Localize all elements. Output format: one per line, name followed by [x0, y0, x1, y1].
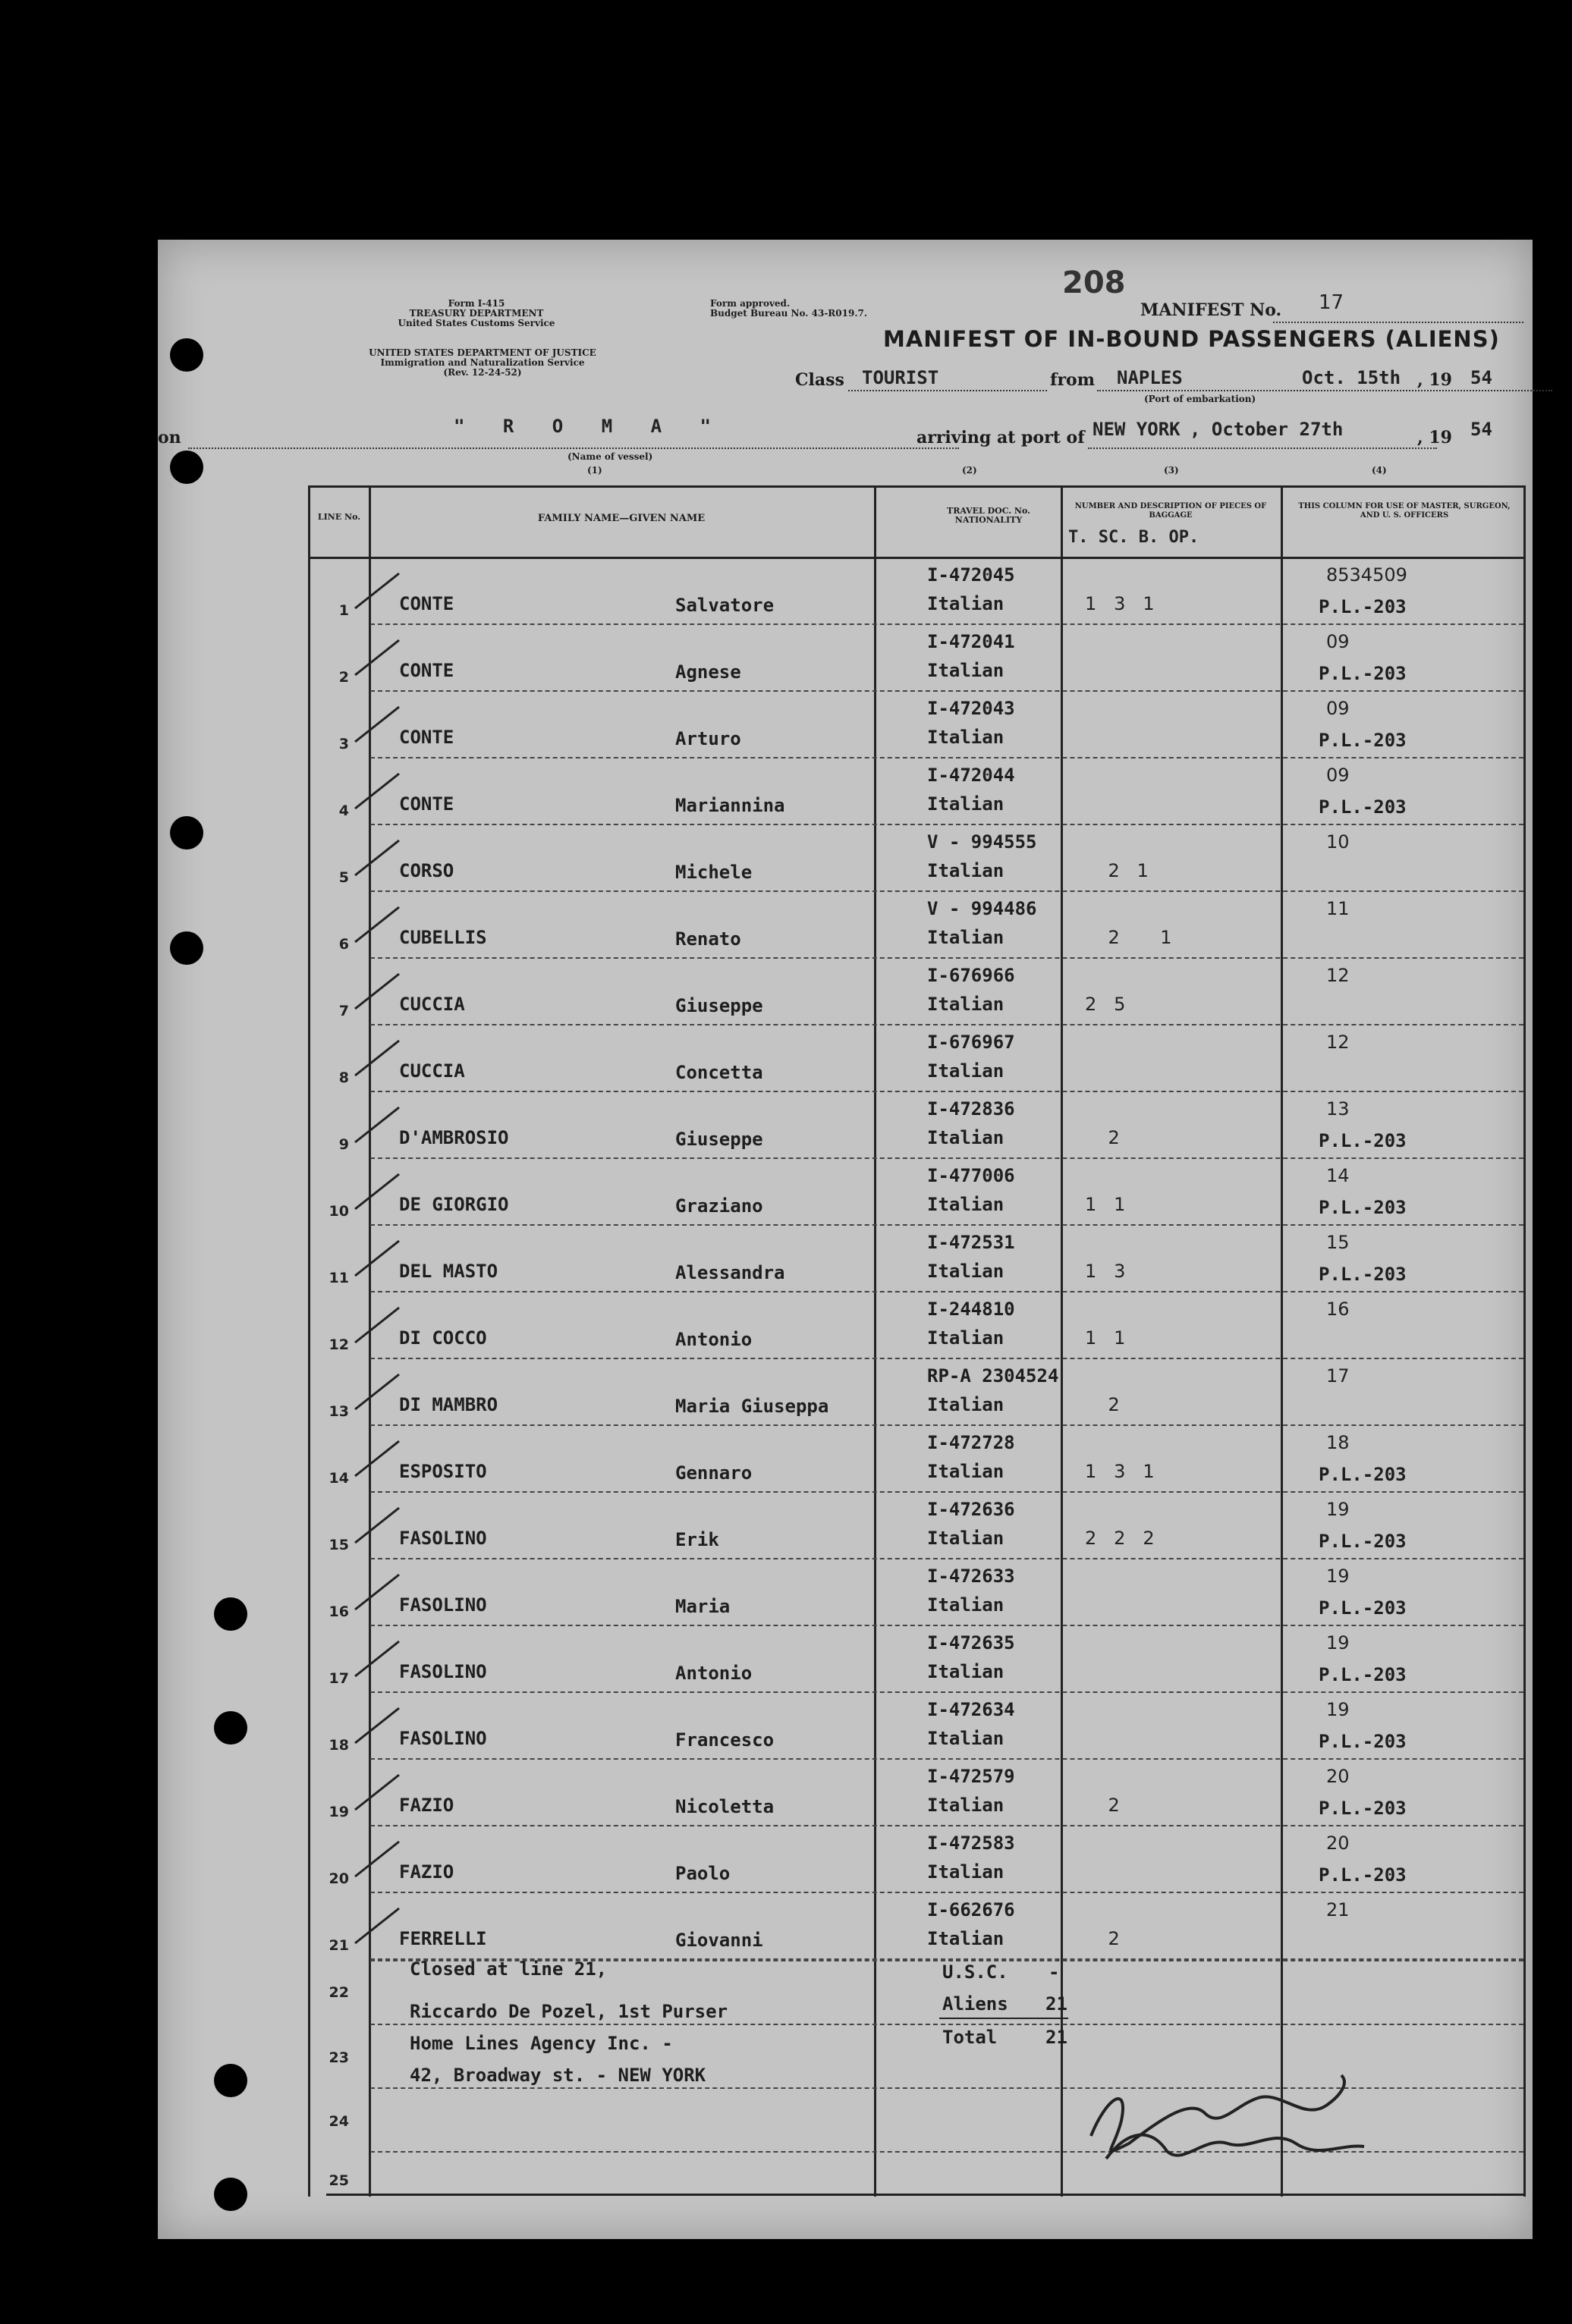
manifest-page [158, 240, 1533, 2239]
officer-code: 18 [1326, 1432, 1350, 1453]
officer-code: 09 [1326, 765, 1350, 786]
total-usc-label: U.S.C. [942, 1961, 1008, 1983]
total-rule [939, 2018, 1068, 2019]
given-name: Concetta [675, 1062, 763, 1083]
line-number: 10 [329, 1203, 349, 1220]
check-mark [351, 1236, 404, 1282]
officer-code: 13 [1326, 1098, 1350, 1120]
class-value: TOURIST [862, 367, 939, 388]
header-name: FAMILY NAME—GIVEN NAME [537, 513, 706, 524]
officer-code: 12 [1326, 965, 1350, 986]
row-divider [370, 690, 1523, 692]
table-header-border [308, 557, 1525, 559]
from-label: from [1050, 370, 1096, 390]
row-divider [370, 1024, 1523, 1025]
travel-doc: I-472043 [927, 698, 1015, 719]
header-baggage-sub: T. SC. B. OP. [1068, 528, 1199, 547]
line-number: 25 [329, 2172, 349, 2189]
given-name: Antonio [675, 1663, 753, 1684]
given-name: Graziano [675, 1195, 763, 1217]
closing-note: Closed at line 21, [410, 1958, 608, 1980]
stamp-number: 208 [1062, 265, 1126, 300]
family-name: CUBELLIS [399, 927, 487, 948]
agency-name: Home Lines Agency Inc. - [410, 2033, 673, 2054]
line-number: 23 [329, 2049, 349, 2066]
check-mark [351, 1303, 404, 1349]
line-number: 13 [329, 1403, 349, 1420]
approval-note: Form approved. Budget Bureau No. 43-R019.7. [710, 298, 868, 319]
family-name: CUCCIA [399, 1060, 465, 1082]
officer-code: 20 [1326, 1766, 1350, 1787]
given-name: Alessandra [675, 1262, 785, 1283]
travel-doc: I-472728 [927, 1432, 1015, 1453]
row-divider [370, 1224, 1523, 1226]
row-divider [370, 1291, 1523, 1292]
baggage-count: 2 [1085, 1928, 1120, 1949]
col-num-2: (2) [962, 465, 977, 476]
given-name: Erik [675, 1529, 719, 1550]
given-name: Arturo [675, 728, 741, 749]
travel-doc: I-676966 [927, 965, 1015, 986]
row-divider [370, 1424, 1523, 1426]
travel-doc: V - 994486 [927, 898, 1037, 919]
col-num-1: (1) [587, 465, 602, 476]
nationality: Italian [927, 1528, 1005, 1549]
bag-col-border [1281, 485, 1283, 2197]
officer-code: 09 [1326, 698, 1350, 719]
baggage-count: 2 [1085, 1394, 1120, 1415]
line-number: 1 [338, 602, 349, 619]
given-name: Giovanni [675, 1930, 763, 1951]
port-caption: (Port of embarkation) [1144, 394, 1256, 404]
line-number: 4 [338, 802, 349, 819]
check-mark [351, 1503, 404, 1549]
class-label: Class [795, 370, 844, 390]
baggage-count: 1 1 [1085, 1194, 1126, 1215]
table-top-border [308, 485, 1525, 488]
nationality: Italian [927, 593, 1005, 614]
travel-doc: RP-A 2304524 [927, 1365, 1059, 1387]
baggage-count: 2 2 2 [1085, 1528, 1155, 1549]
baggage-count: 1 3 [1085, 1261, 1126, 1282]
line-number: 11 [329, 1270, 349, 1286]
form-block: Form I-415 TREASURY DEPARTMENT United States Customs Service [398, 298, 555, 328]
baggage-count: 2 1 [1085, 860, 1149, 881]
line-number: 16 [329, 1603, 349, 1620]
punch-hole [214, 2064, 247, 2097]
travel-doc: I-472636 [927, 1499, 1015, 1520]
nationality: Italian [927, 1127, 1005, 1148]
total-aliens-label: Aliens [942, 1993, 1008, 2015]
officer-code: 20 [1326, 1833, 1350, 1854]
officer-code: 14 [1326, 1165, 1350, 1186]
total-all-value: 21 [1045, 2027, 1067, 2048]
family-name: DI COCCO [399, 1327, 487, 1349]
nationality: Italian [927, 1194, 1005, 1215]
travel-doc: I-472583 [927, 1833, 1015, 1854]
punch-hole [214, 2178, 247, 2211]
baggage-count: 2 [1085, 1795, 1120, 1816]
line-number: 7 [338, 1003, 349, 1019]
check-mark [351, 1437, 404, 1482]
manifest-no-value: 17 [1319, 291, 1344, 314]
row-divider [370, 757, 1523, 758]
col-num-4: (4) [1372, 465, 1387, 476]
line-number: 19 [329, 1804, 349, 1820]
check-mark [351, 569, 404, 614]
check-mark [351, 636, 404, 681]
check-mark [351, 969, 404, 1015]
arrival-date: , October 27th [1190, 419, 1344, 440]
given-name: Maria Giuseppa [675, 1396, 829, 1417]
nationality: Italian [927, 1327, 1005, 1349]
header-officers: THIS COLUMN FOR USE OF MASTER, SURGEON, AND U. S. OFFICERS [1298, 502, 1511, 520]
family-name: CUCCIA [399, 994, 465, 1015]
line-number: 9 [338, 1136, 349, 1153]
check-mark [351, 1170, 404, 1215]
travel-doc: I-477006 [927, 1165, 1015, 1186]
travel-doc: I-472045 [927, 564, 1015, 586]
year-prefix-2: , 19 [1417, 428, 1452, 448]
row-divider [370, 1825, 1523, 1826]
nationality: Italian [927, 1661, 1005, 1682]
officer-law: P.L.-203 [1319, 1464, 1407, 1485]
check-mark [351, 1103, 404, 1148]
family-name: ESPOSITO [399, 1461, 487, 1482]
travel-doc: I-472634 [927, 1699, 1015, 1720]
arrival-year: 54 [1470, 419, 1492, 440]
line-number: 18 [329, 1737, 349, 1754]
family-name: FERRELLI [399, 1928, 487, 1949]
year-prefix: , 19 [1417, 370, 1452, 390]
line-number: 15 [329, 1537, 349, 1553]
line-number: 3 [338, 736, 349, 752]
manifest-no-line [1273, 322, 1523, 323]
agency-address: 42, Broadway st. - NEW YORK [410, 2065, 706, 2086]
given-name: Renato [675, 928, 741, 950]
given-name: Paolo [675, 1863, 731, 1884]
travel-doc: I-472633 [927, 1566, 1015, 1587]
check-mark [351, 836, 404, 881]
embark-date: Oct. 15th [1302, 367, 1401, 388]
row-divider [370, 1625, 1523, 1626]
row-divider [370, 1091, 1523, 1092]
officer-law: P.L.-203 [1319, 1130, 1407, 1151]
officer-code: 12 [1326, 1032, 1350, 1053]
officer-code: 17 [1326, 1365, 1350, 1387]
given-name: Giuseppe [675, 1129, 763, 1150]
given-name: Maria [675, 1596, 731, 1617]
travel-doc: I-472836 [927, 1098, 1015, 1120]
from-value: NAPLES [1117, 367, 1183, 388]
given-name: Salvatore [675, 595, 775, 616]
family-name: FAZIO [399, 1861, 454, 1883]
check-mark [351, 1704, 404, 1749]
given-name: Nicoletta [675, 1796, 775, 1817]
officer-law: P.L.-203 [1319, 796, 1407, 818]
family-name: FASOLINO [399, 1528, 487, 1549]
nationality: Italian [927, 1861, 1005, 1883]
row-divider [370, 1491, 1523, 1493]
name-col-border [874, 485, 876, 2197]
punch-hole [214, 1597, 247, 1631]
family-name: CONTE [399, 593, 454, 614]
travel-doc: I-472044 [927, 765, 1015, 786]
officer-code: 10 [1326, 831, 1350, 853]
row-divider [370, 2024, 1523, 2025]
manifest-title: MANIFEST OF IN-BOUND PASSENGERS (ALIENS) [883, 326, 1500, 352]
travel-doc: I-472635 [927, 1632, 1015, 1653]
line-number: 22 [329, 1984, 349, 2001]
embark-year: 54 [1470, 367, 1492, 388]
class-underline [848, 390, 1047, 391]
travel-doc: I-472531 [927, 1232, 1015, 1253]
officer-code: 21 [1326, 1899, 1350, 1920]
total-usc-value: - [1049, 1961, 1060, 1983]
vessel-name: " R O M A " [454, 416, 725, 437]
nationality: Italian [927, 1261, 1005, 1282]
travel-doc: I-244810 [927, 1299, 1015, 1320]
travel-doc: I-472041 [927, 631, 1015, 652]
punch-hole [170, 338, 203, 372]
header-travel: TRAVEL DOC. No. NATIONALITY [947, 506, 1030, 525]
family-name: DE GIORGIO [399, 1194, 509, 1215]
nationality: Italian [927, 1928, 1005, 1949]
baggage-count: 2 [1085, 1127, 1120, 1148]
baggage-count: 1 1 [1085, 1327, 1126, 1349]
officer-code: 8534509 [1326, 564, 1407, 586]
purser-name: Riccardo De Pozel, 1st Purser [410, 2001, 728, 2022]
check-mark [351, 702, 404, 748]
given-name: Antonio [675, 1329, 753, 1350]
from-underline [1097, 390, 1552, 391]
line-number: 2 [338, 669, 349, 686]
table-right-border [1523, 485, 1526, 2197]
given-name: Francesco [675, 1729, 775, 1751]
nationality: Italian [927, 1461, 1005, 1482]
family-name: DI MAMBRO [399, 1394, 498, 1415]
given-name: Agnese [675, 661, 741, 683]
family-name: CONTE [399, 793, 454, 815]
punch-hole [214, 1711, 247, 1745]
arriving-label: arriving at port of [916, 428, 1085, 448]
check-mark [351, 1904, 404, 1949]
check-mark [351, 1570, 404, 1616]
family-name: D'AMBROSIO [399, 1127, 509, 1148]
col-num-3: (3) [1164, 465, 1179, 476]
nationality: Italian [927, 1795, 1005, 1816]
baggage-count: 1 3 1 [1085, 593, 1155, 614]
row-divider [370, 1691, 1523, 1693]
travel-doc: I-676967 [927, 1032, 1015, 1053]
line-number: 12 [329, 1336, 349, 1353]
officer-code: 19 [1326, 1566, 1350, 1587]
officer-law: P.L.-203 [1319, 1197, 1407, 1218]
family-name: FASOLINO [399, 1728, 487, 1749]
on-label: on [158, 428, 181, 448]
line-number: 8 [338, 1069, 349, 1086]
given-name: Giuseppe [675, 995, 763, 1016]
table-bottom-border [326, 2194, 1525, 2196]
officer-code: 19 [1326, 1699, 1350, 1720]
punch-hole [170, 931, 203, 965]
row-divider [370, 824, 1523, 825]
family-name: CORSO [399, 860, 454, 881]
vessel-underline [188, 448, 959, 449]
given-name: Mariannina [675, 795, 785, 816]
check-mark [351, 1770, 404, 1816]
vessel-caption: (Name of vessel) [567, 451, 653, 462]
row-divider [370, 1758, 1523, 1760]
nationality: Italian [927, 927, 1005, 948]
family-name: CONTE [399, 727, 454, 748]
check-mark [351, 903, 404, 948]
nationality: Italian [927, 660, 1005, 681]
row-divider [370, 957, 1523, 959]
officer-law: P.L.-203 [1319, 1864, 1407, 1886]
family-name: DEL MASTO [399, 1261, 498, 1282]
arrival-underline [1088, 448, 1437, 449]
officer-code: 16 [1326, 1299, 1350, 1320]
given-name: Gennaro [675, 1462, 753, 1484]
given-name: Michele [675, 862, 753, 883]
nationality: Italian [927, 727, 1005, 748]
baggage-count: 2 5 [1085, 994, 1126, 1015]
nationality: Italian [927, 860, 1005, 881]
officer-law: P.L.-203 [1319, 1531, 1407, 1552]
line-number: 20 [329, 1870, 349, 1887]
total-aliens-value: 21 [1045, 1993, 1067, 2015]
row-divider [370, 623, 1523, 625]
nationality: Italian [927, 1060, 1005, 1082]
family-name: CONTE [399, 660, 454, 681]
family-name: FASOLINO [399, 1594, 487, 1616]
row-divider [370, 1358, 1523, 1359]
officer-law: P.L.-203 [1319, 1664, 1407, 1685]
row-divider [370, 1892, 1523, 1893]
officer-signature [1076, 2052, 1394, 2174]
baggage-count: 2 1 [1085, 927, 1172, 948]
check-mark [351, 1370, 404, 1415]
officer-law: P.L.-203 [1319, 663, 1407, 684]
check-mark [351, 1036, 404, 1082]
nationality: Italian [927, 994, 1005, 1015]
check-mark [351, 769, 404, 815]
check-mark [351, 1637, 404, 1682]
baggage-count: 1 3 1 [1085, 1461, 1155, 1482]
doc-col-border [1061, 485, 1063, 2197]
officer-law: P.L.-203 [1319, 730, 1407, 751]
family-name: FAZIO [399, 1795, 454, 1816]
manifest-no-label: MANIFEST No. [1140, 300, 1282, 320]
officer-code: 19 [1326, 1499, 1350, 1520]
nationality: Italian [927, 1594, 1005, 1616]
check-mark [351, 1837, 404, 1883]
officer-code: 11 [1326, 898, 1350, 919]
travel-doc: I-662676 [927, 1899, 1015, 1920]
total-all-label: Total [942, 2027, 998, 2048]
nationality: Italian [927, 1728, 1005, 1749]
officer-code: 15 [1326, 1232, 1350, 1253]
travel-doc: V - 994555 [927, 831, 1037, 853]
officer-law: P.L.-203 [1319, 1798, 1407, 1819]
line-number: 24 [329, 2113, 349, 2130]
header-baggage: NUMBER AND DESCRIPTION OF PIECES OF BAGGAGE [1074, 502, 1267, 520]
line-number: 14 [329, 1470, 349, 1487]
punch-hole [170, 816, 203, 850]
family-name: FASOLINO [399, 1661, 487, 1682]
nationality: Italian [927, 1394, 1005, 1415]
line-number: 5 [338, 869, 349, 886]
row-divider [370, 890, 1523, 892]
punch-hole [170, 451, 203, 484]
officer-code: 19 [1326, 1632, 1350, 1653]
officer-law: P.L.-203 [1319, 1731, 1407, 1752]
line-number: 6 [338, 936, 349, 953]
officer-code: 09 [1326, 631, 1350, 652]
officer-law: P.L.-203 [1319, 1264, 1407, 1285]
officer-law: P.L.-203 [1319, 1597, 1407, 1619]
row-divider [370, 1558, 1523, 1559]
table-left-border [308, 485, 310, 2197]
row-divider [370, 1157, 1523, 1159]
justice-block: UNITED STATES DEPARTMENT OF JUSTICE Immigration and Naturalization Service (Rev. 12-24-52) [369, 347, 596, 378]
line-number: 17 [329, 1670, 349, 1687]
travel-doc: I-472579 [927, 1766, 1015, 1787]
header-line-no: LINE No. [317, 512, 361, 522]
nationality: Italian [927, 793, 1005, 815]
line-number: 21 [329, 1937, 349, 1954]
arrival-port: NEW YORK [1093, 419, 1181, 440]
officer-law: P.L.-203 [1319, 596, 1407, 617]
